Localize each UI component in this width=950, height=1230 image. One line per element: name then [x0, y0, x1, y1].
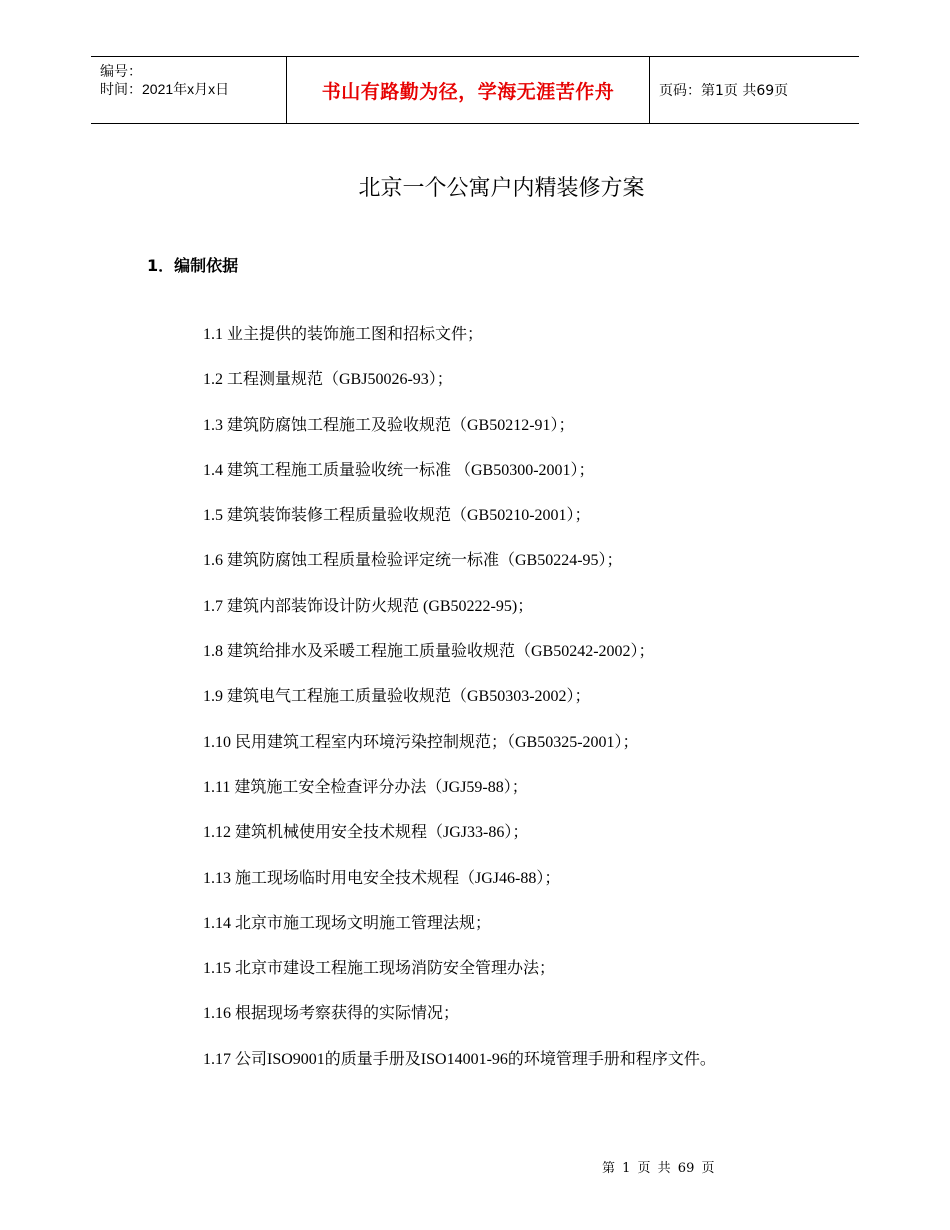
list-item: 1.12 建筑机械使用安全技术规程（JGJ33-86）；: [203, 824, 529, 842]
list-item: 1.13 施工现场临时用电安全技术规程（JGJ46-88）；: [203, 869, 561, 887]
list-item: 1.4 建筑工程施工质量验收统一标准 （GB50300-2001）；: [203, 461, 595, 479]
number-label: 编号：: [100, 63, 142, 79]
basis-list: [203, 323, 716, 1093]
motto-text: 书山有路勤为径，学海无涯苦作舟: [321, 80, 615, 103]
header-page-info: [650, 57, 859, 123]
list-item: 1.7 建筑内部装饰设计防火规范 (GB50222-95)；: [203, 597, 534, 615]
header-meta: [91, 57, 287, 123]
list-item: 1.11 建筑施工安全检查评分办法（JGJ59-88）；: [203, 778, 528, 796]
header-motto-cell: [287, 57, 650, 123]
time-label: 时间：2021年x月x日: [100, 81, 230, 97]
list-item: 1.5 建筑装饰装修工程质量验收规范（GB50210-2001）；: [203, 507, 591, 525]
list-item: 1.2 工程测量规范（GBJ50026-93）；: [203, 371, 453, 389]
document-header: [91, 56, 859, 124]
list-item: 1.8 建筑给排水及采暖工程施工质量验收规范（GB50242-2002）；: [203, 643, 655, 661]
list-item: 1.15 北京市建设工程施工现场消防安全管理办法；: [203, 960, 556, 978]
list-item: 1.16 根据现场考察获得的实际情况；: [203, 1005, 460, 1023]
list-item: 1.9 建筑电气工程施工质量验收规范（GB50303-2002）；: [203, 688, 591, 706]
list-item: 1.10 民用建筑工程室内环境污染控制规范；（GB50325-2001）；: [203, 733, 639, 751]
list-item: 1.6 建筑防腐蚀工程质量检验评定统一标准（GB50224-95）；: [203, 552, 623, 570]
document-title: 北京一个公寓户内精装修方案: [358, 176, 645, 201]
list-item: 1.17 公司ISO9001的质量手册及ISO14001-96的环境管理手册和程序文件。: [203, 1050, 716, 1068]
page-info-text: 页码：第1页 共69页: [659, 83, 789, 99]
section-heading: 1．编制依据: [147, 256, 239, 275]
list-item: 1.3 建筑防腐蚀工程施工及验收规范（GB50212-91）；: [203, 416, 575, 434]
list-item: 1.14 北京市施工现场文明施工管理法规；: [203, 914, 492, 932]
list-item: 1.1 业主提供的装饰施工图和招标文件；: [203, 326, 484, 343]
page-footer: 第 1 页 共 69 页: [602, 1161, 715, 1176]
